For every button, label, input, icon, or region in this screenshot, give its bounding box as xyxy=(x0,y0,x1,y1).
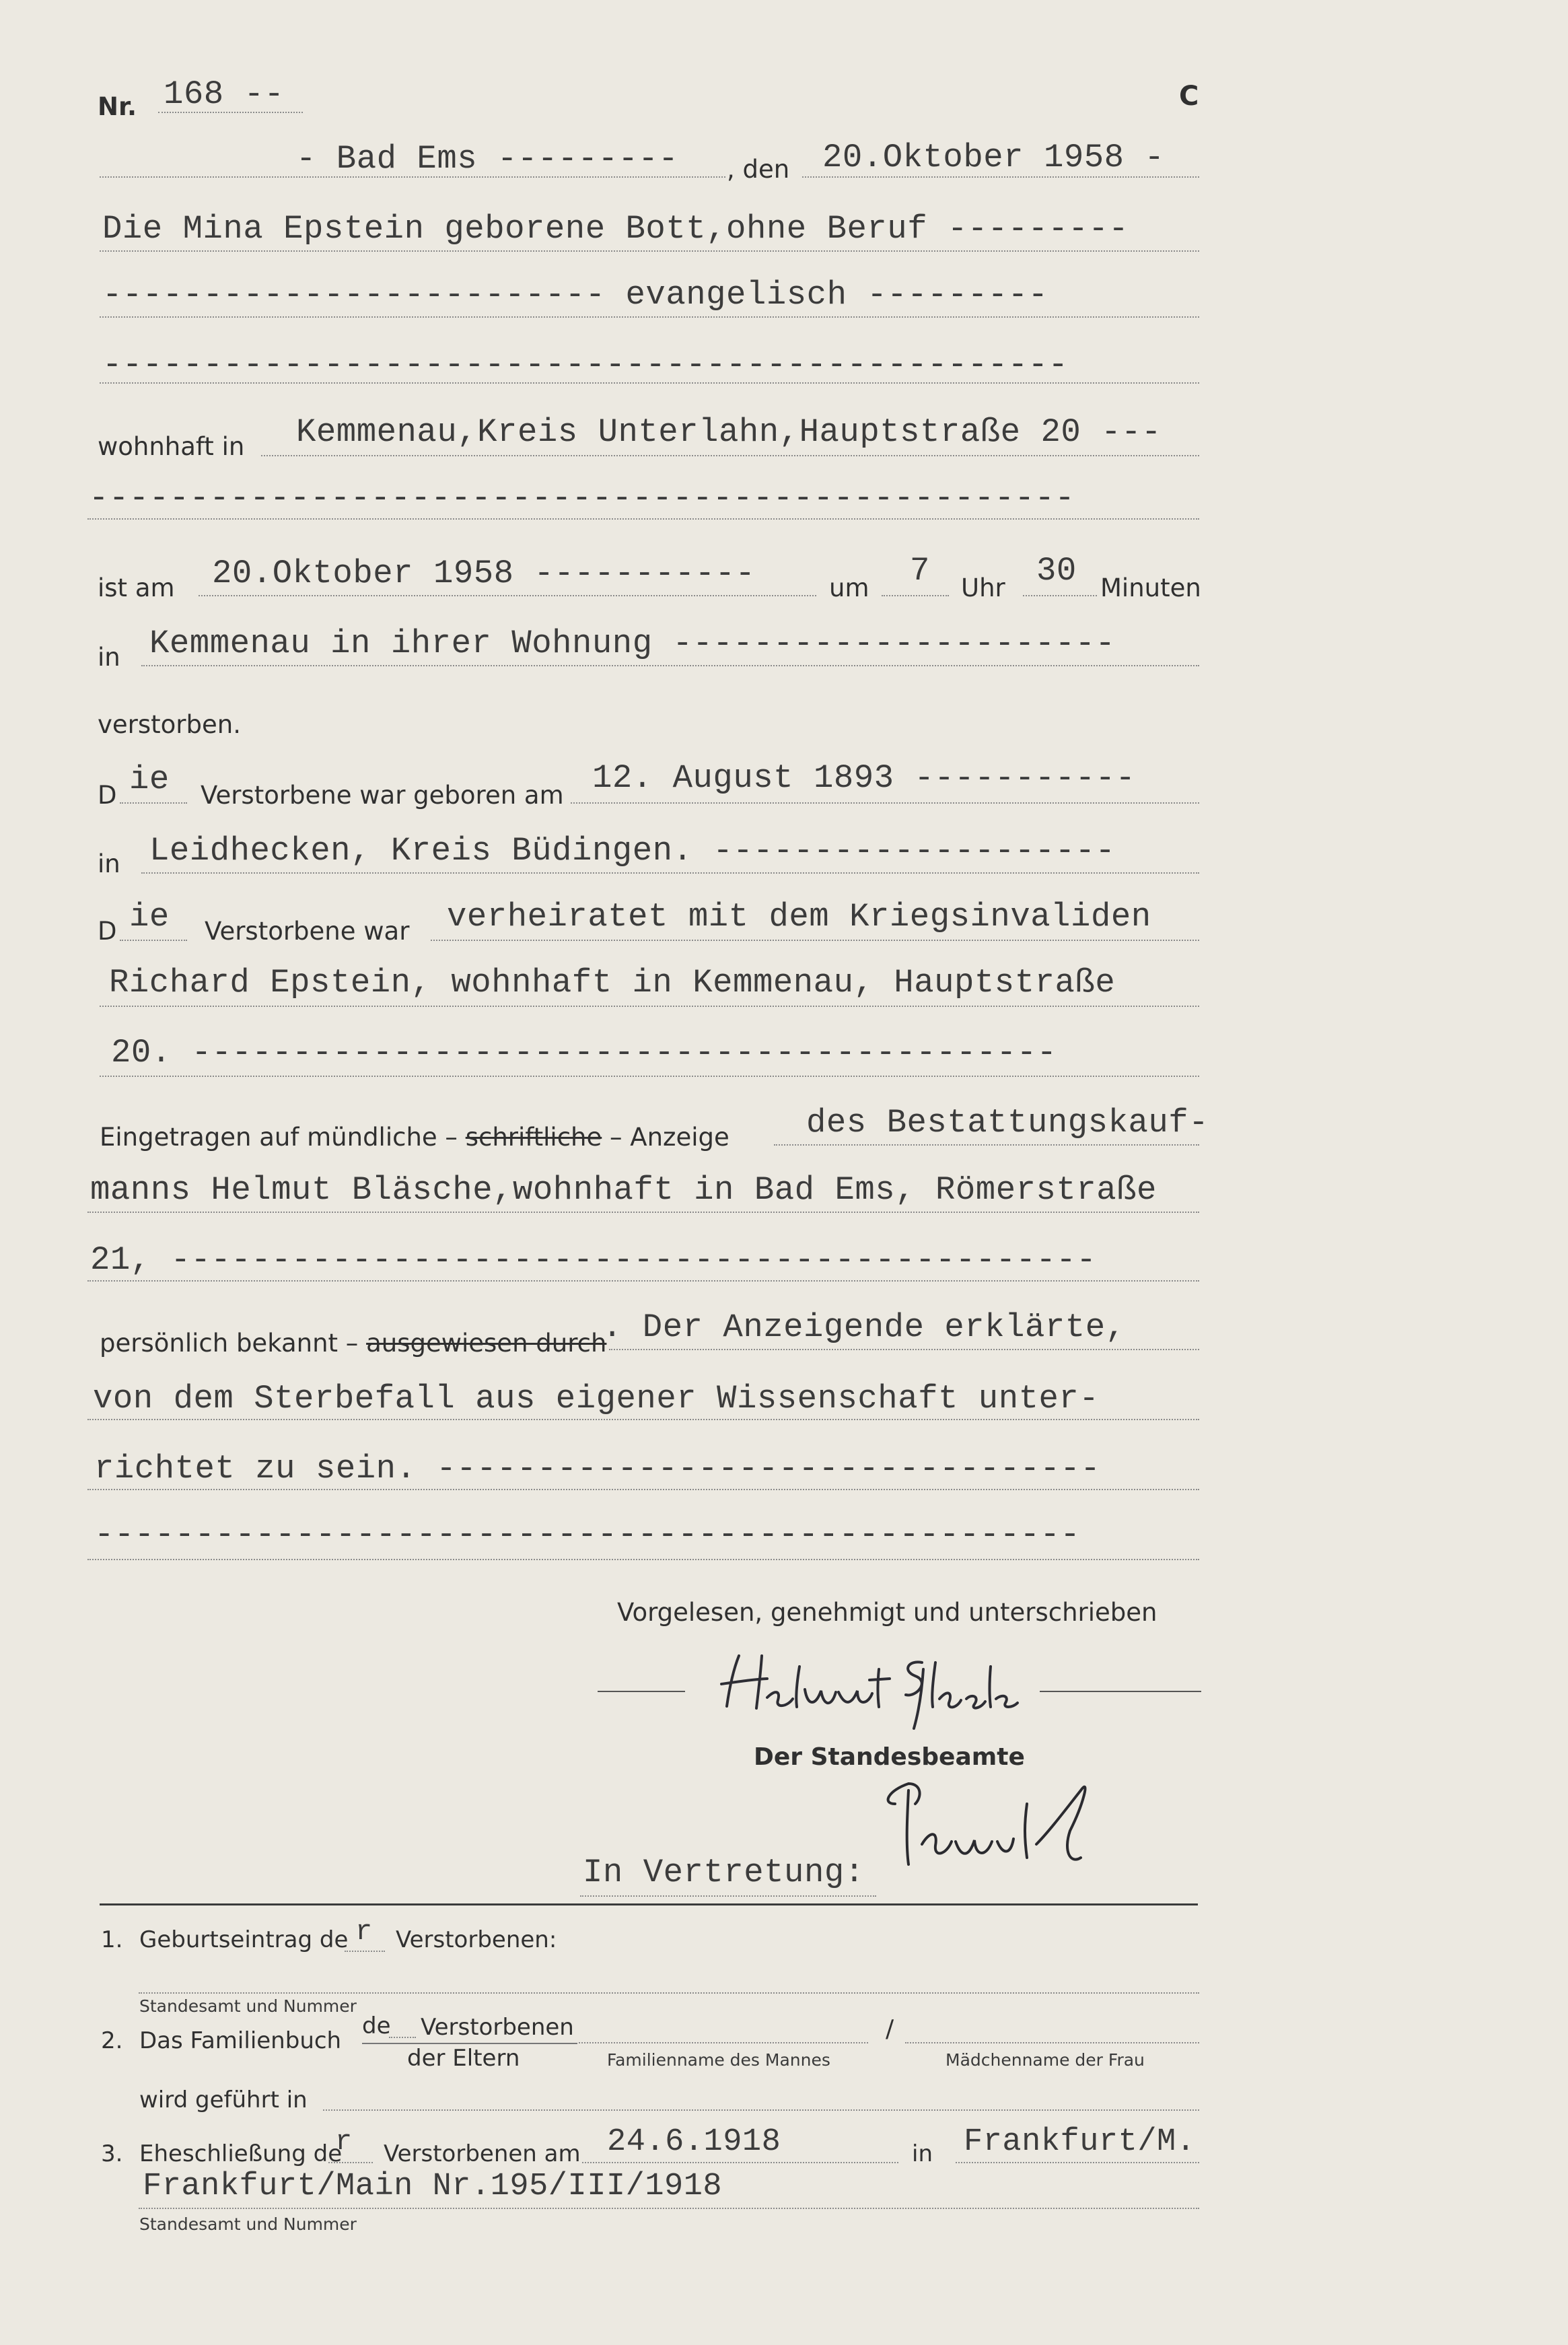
birth-article: ie xyxy=(129,761,170,798)
dotted-rule xyxy=(158,112,303,113)
dotted-rule xyxy=(100,250,1199,252)
known-label: persönlich bekannt – ausgewiesen durch xyxy=(100,1329,607,1358)
birth-entry-article: r xyxy=(355,1916,373,1948)
marriage-article: r xyxy=(335,2126,353,2158)
birth-place: Leidhecken, Kreis Büdingen. -------------------- xyxy=(149,832,1116,870)
marriage-label-2: Verstorbenen am xyxy=(384,2140,581,2167)
birth-in-label: in xyxy=(98,849,120,878)
deceased-name-line: Die Mina Epstein geborene Bott,ohne Beruf --------- xyxy=(102,210,1129,248)
option-eltern: der Eltern xyxy=(407,2045,520,2072)
dotted-rule xyxy=(389,2037,416,2038)
dotted-rule xyxy=(328,2162,373,2163)
residence-label: wohnhaft in xyxy=(98,432,245,461)
dotted-rule xyxy=(120,940,187,941)
family-book-de-label: de xyxy=(362,2013,391,2039)
office-number-label-2: Standesamt und Nummer xyxy=(139,2214,357,2234)
marital-d-label: D xyxy=(98,917,117,946)
birth-d-label: D xyxy=(98,781,117,810)
registration-text-7: ------------------------------------------------- xyxy=(94,1516,1081,1553)
official-signature xyxy=(868,1763,1164,1878)
option-divider xyxy=(362,2043,577,2044)
dotted-rule xyxy=(609,1349,1199,1350)
dotted-rule xyxy=(261,455,1199,456)
birth-label: Verstorbene war geboren am xyxy=(201,781,564,810)
dotted-rule xyxy=(87,518,1199,520)
den-label: , den xyxy=(727,155,790,184)
death-place-in-label: in xyxy=(98,643,120,672)
kept-in-label: wird geführt in xyxy=(139,2087,308,2113)
read-approved-label: Vorgelesen, genehmigt und unterschrieben xyxy=(617,1598,1157,1627)
uhr-label: Uhr xyxy=(961,573,1005,602)
signature-rule xyxy=(1040,1691,1201,1692)
minuten-label: Minuten xyxy=(1100,573,1201,602)
registration-label: Eingetragen auf mündliche – schriftliche – Anzeige xyxy=(100,1123,729,1152)
dotted-rule xyxy=(120,802,187,804)
dotted-rule xyxy=(1023,595,1097,596)
filler-line: ------------------------------------------------ xyxy=(102,346,1069,384)
marital-text-2: Richard Epstein, wohnhaft in Kemmenau, Hauptstraße xyxy=(109,964,1116,1002)
dotted-rule xyxy=(345,1951,385,1952)
section-divider xyxy=(100,1903,1198,1905)
marital-article: ie xyxy=(129,898,170,936)
death-place-value: Kemmenau in ihrer Wohnung ---------------------- xyxy=(149,625,1116,662)
family-book-label: Das Familienbuch xyxy=(139,2027,342,2054)
signature-rule xyxy=(598,1691,685,1692)
series-letter: C xyxy=(1179,81,1199,112)
representation-label: In Vertretung: xyxy=(583,1854,865,1891)
registration-text-1: des Bestattungskauf- xyxy=(806,1104,1209,1142)
dotted-rule xyxy=(199,595,816,596)
birth-date: 12. August 1893 ----------- xyxy=(592,759,1136,797)
marriage-date: 24.6.1918 xyxy=(607,2124,781,2160)
um-label: um xyxy=(829,573,869,602)
dotted-rule xyxy=(100,1006,1199,1007)
dotted-rule xyxy=(582,2162,898,2163)
death-hour: 7 xyxy=(910,552,930,590)
dotted-rule xyxy=(802,176,1199,178)
marriage-label: Eheschließung de xyxy=(139,2140,343,2167)
marital-text-3: 20. ------------------------------------------- xyxy=(111,1034,1057,1072)
name-separator: / xyxy=(886,2015,894,2043)
husband-surname-label: Familienname des Mannes xyxy=(607,2050,830,2070)
dotted-rule xyxy=(141,665,1199,666)
death-minutes: 30 xyxy=(1036,552,1077,590)
registry-place: - Bad Ems --------- xyxy=(296,140,679,178)
dotted-rule xyxy=(882,595,949,596)
dotted-rule xyxy=(100,382,1199,384)
footer-item-3-number: 3. xyxy=(101,2140,123,2167)
marital-text-1: verheiratet mit dem Kriegsinvaliden xyxy=(447,898,1151,936)
struck-option: ausgewiesen durch xyxy=(366,1329,607,1358)
dotted-rule xyxy=(571,802,1199,804)
official-label: Der Standesbeamte xyxy=(754,1743,1025,1771)
residence-value: Kemmenau,Kreis Unterlahn,Hauptstraße 20 --- xyxy=(296,413,1162,451)
marriage-place: Frankfurt/M. xyxy=(964,2124,1196,2160)
dotted-rule xyxy=(100,1076,1199,1077)
marriage-in-label: in xyxy=(912,2140,933,2167)
dotted-rule xyxy=(100,176,725,178)
dotted-rule xyxy=(87,1559,1199,1560)
dotted-rule xyxy=(87,1212,1199,1213)
birth-entry-label: Geburtseintrag de xyxy=(139,1926,349,1953)
marriage-office-number: Frankfurt/Main Nr.195/III/1918 xyxy=(143,2169,723,2204)
dotted-rule xyxy=(87,1280,1199,1282)
registration-text-3: 21, ---------------------------------------------- xyxy=(90,1241,1097,1279)
nr-label: Nr. xyxy=(98,92,137,121)
register-number: 168 -- xyxy=(164,75,285,113)
registry-date: 20.Oktober 1958 - xyxy=(822,139,1165,176)
dotted-rule xyxy=(579,2042,868,2043)
registration-text-2: manns Helmut Bläsche,wohnhaft in Bad Ems, Römerstraße xyxy=(90,1171,1157,1209)
birth-entry-suffix: Verstorbenen: xyxy=(396,1926,557,1953)
dotted-rule xyxy=(956,2162,1199,2163)
marital-label: Verstorbene war xyxy=(205,917,410,946)
dotted-rule xyxy=(905,2042,1199,2043)
dotted-rule xyxy=(87,1489,1199,1490)
dotted-rule xyxy=(87,1419,1199,1420)
option-verstorbenen: Verstorbenen xyxy=(421,2014,574,2041)
office-number-label: Standesamt und Nummer xyxy=(139,1996,357,2016)
verstorben-label: verstorben. xyxy=(98,710,241,739)
death-date-label: ist am xyxy=(98,573,175,602)
registration-text-4: . Der Anzeigende erklärte, xyxy=(602,1308,1126,1346)
dotted-rule xyxy=(141,872,1199,874)
residence-filler: ------------------------------------------------- xyxy=(89,479,1075,517)
registration-text-6: richtet zu sein. --------------------------------- xyxy=(94,1450,1101,1488)
struck-option: schriftliche xyxy=(465,1123,602,1152)
dotted-rule xyxy=(431,940,1199,941)
religion-line: ------------------------- evangelisch --------- xyxy=(102,276,1048,314)
dotted-rule xyxy=(323,2109,1199,2111)
informant-signature xyxy=(713,1642,1023,1737)
footer-item-2-number: 2. xyxy=(101,2027,123,2054)
dotted-rule xyxy=(100,316,1199,318)
footer-item-1-number: 1. xyxy=(101,1926,123,1953)
death-date-value: 20.Oktober 1958 ----------- xyxy=(212,555,756,592)
registration-text-5: von dem Sterbefall aus eigener Wissenschaft unter- xyxy=(93,1380,1100,1418)
wife-maiden-name-label: Mädchenname der Frau xyxy=(946,2050,1145,2070)
dotted-rule xyxy=(139,2208,1199,2209)
dotted-rule xyxy=(139,1992,1199,1994)
dotted-rule xyxy=(580,1895,876,1897)
dotted-rule xyxy=(774,1144,1199,1146)
